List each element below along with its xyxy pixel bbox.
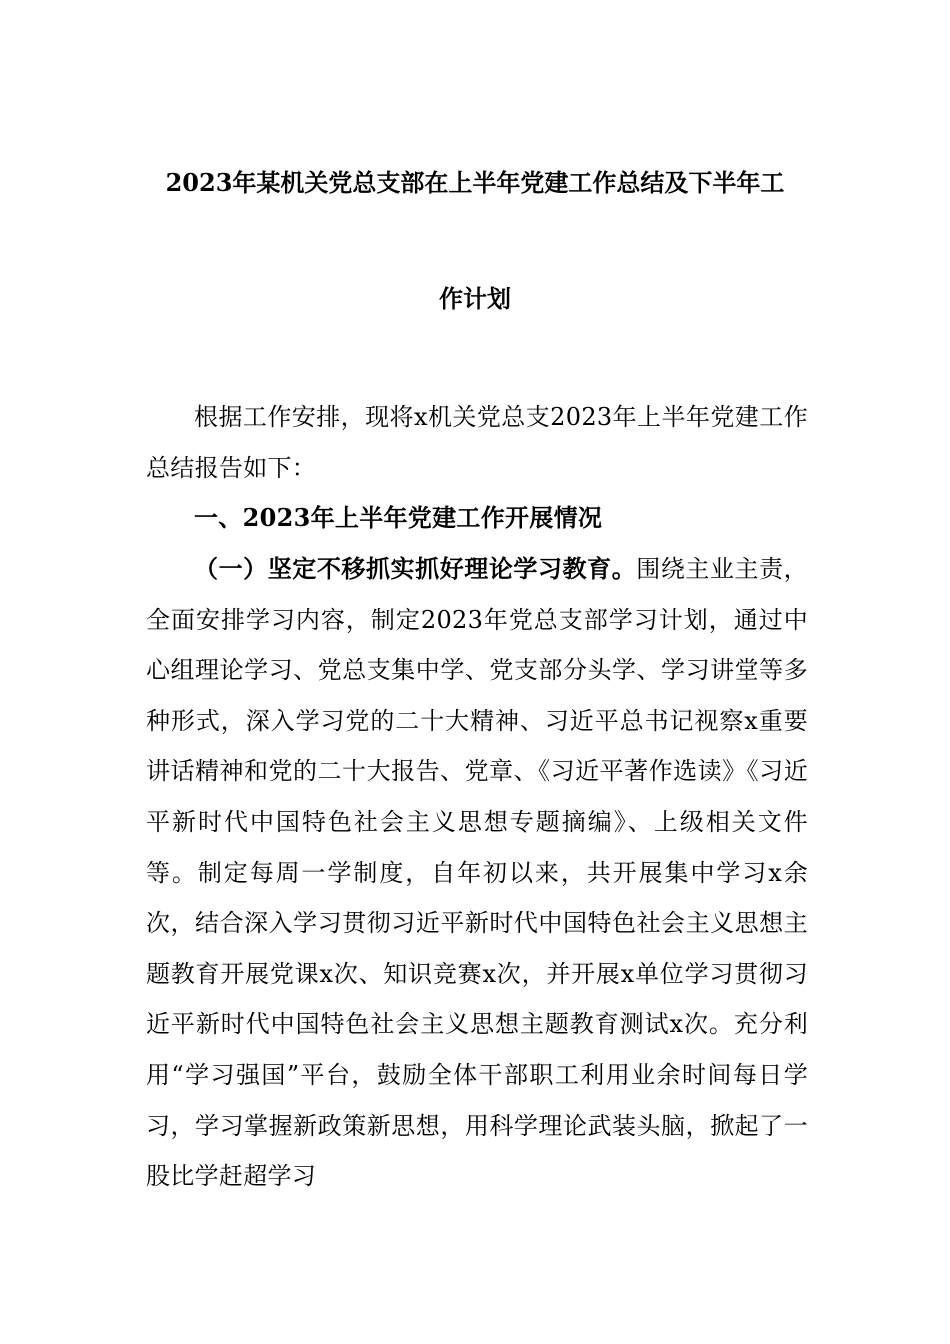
main-paragraph-block: [146, 544, 808, 1202]
intro-paragraph: 根据工作安排，现将x机关党总支2023年上半年党建工作总结报告如下：: [146, 403, 808, 482]
subsection-1-paragraph: [146, 544, 808, 1202]
subsection-1-lead: （一）坚定不移抓实抓好理论学习教育。: [194, 554, 637, 583]
section-heading-block: [146, 493, 808, 544]
intro-paragraph-block: [146, 392, 808, 493]
section-1-heading: 一、2023年上半年党建工作开展情况: [194, 503, 603, 532]
document-title-line-2: 作计划: [439, 284, 511, 313]
subsection-1-body: 围绕主业主责，全面安排学习内容，制定2023年党总支部学习计划，通过中心组理论学习、党总支集中学、党支部分头学、学习讲堂等多种形式，深入学习党的二十大精神、习近平总书记视察x重要讲话精神和党的二十大报告、党章、《习近平著作选读》《习近平新时代中国特色社会主义思想专题摘编》、上级相关文件等。制定每周一学制度，自年初以来，共开展集中学习x余次，结合深入学习贯彻习近平新时代中国特色社会主义思想主题教育开展党课x次、知识竞赛x次，并开展x单位学习贯彻习近平新时代中国特色社会主义思想主题教育测试x次。充分利用“学习强国”平台，鼓励全体干部职工利用业余时间每日学习，学习掌握新政策新思想，用科学理论武装头脑，掀起了一股比学赶超学习: [146, 555, 808, 1191]
document-title-line-1: 2023年某机关党总支部在上半年党建工作总结及下半年工: [165, 168, 785, 197]
